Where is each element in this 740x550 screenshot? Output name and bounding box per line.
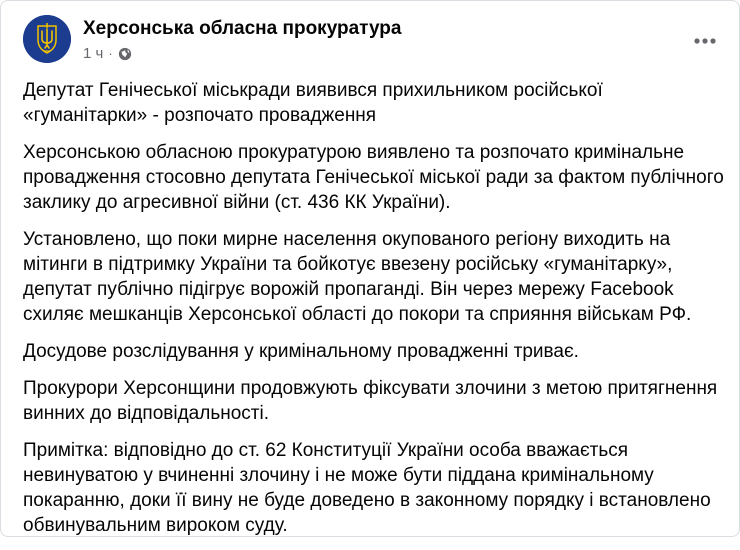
post-note-paragraph: [23, 438, 723, 538]
text-line: винних до відповідальності.: [23, 403, 269, 424]
text-line: заклику до агресивної війни (ст. 436 КК України).: [23, 192, 451, 213]
text-line: провадження стосовно депутата Генічеської міської ради за фактом публічного: [23, 167, 724, 188]
text-line: невинуватою у вчиненні злочину і не може бути піддана кримінальному: [23, 465, 654, 486]
globe-icon[interactable]: [118, 47, 132, 61]
meta-separator: ·: [108, 46, 113, 61]
post-paragraph: [23, 227, 723, 327]
text-line: схиляє мешканців Херсонської області до покори та сприяння військам РФ.: [23, 304, 692, 325]
text-line: Примітка: відповідно до ст. 62 Конституції України особа вважається: [23, 440, 629, 461]
text-line: Досудове розслідування у кримінальному провадженні триває.: [23, 341, 579, 362]
page-name-link[interactable]: Херсонська обласна прокуратура: [83, 18, 402, 39]
post-title-paragraph: [23, 78, 723, 128]
text-line: Установлено, що поки мирне населення окупованого регіону виходить на: [23, 229, 671, 250]
text-line: Депутат Генічеської міськради виявився прихильником російської: [23, 80, 603, 101]
text-line: «гуманітарки» - розпочато провадження: [23, 105, 377, 126]
text-line: обвинувальним вироком суду.: [23, 515, 288, 536]
text-line: мітинги в підтримку України та бойкотує ввезену російську «гуманітарку»,: [23, 254, 673, 275]
post-timestamp[interactable]: 1 ч: [83, 45, 104, 62]
post-paragraph: [23, 339, 723, 364]
text-line: покаранню, доки її вину не буде доведено в законному порядку і встановлено: [23, 490, 711, 511]
post-paragraph: [23, 140, 723, 215]
text-line: Херсонською обласною прокуратурою виявлено та розпочато кримінальне: [23, 142, 685, 163]
post-paragraph: [23, 376, 723, 426]
text-line: депутат публічно підігрує ворожій пропаганді. Він через мережу Facebook: [23, 279, 674, 300]
page-avatar[interactable]: [23, 15, 71, 63]
more-horizontal-icon: [694, 38, 716, 44]
post-header: [1, 1, 740, 73]
post-meta: [83, 45, 132, 62]
text-line: Прокурори Херсонщини продовжують фіксувати злочини з метою притягнення: [23, 378, 718, 399]
post-body: [23, 78, 723, 550]
more-options-button[interactable]: [687, 23, 723, 59]
prosecutor-emblem-icon: [23, 15, 71, 63]
